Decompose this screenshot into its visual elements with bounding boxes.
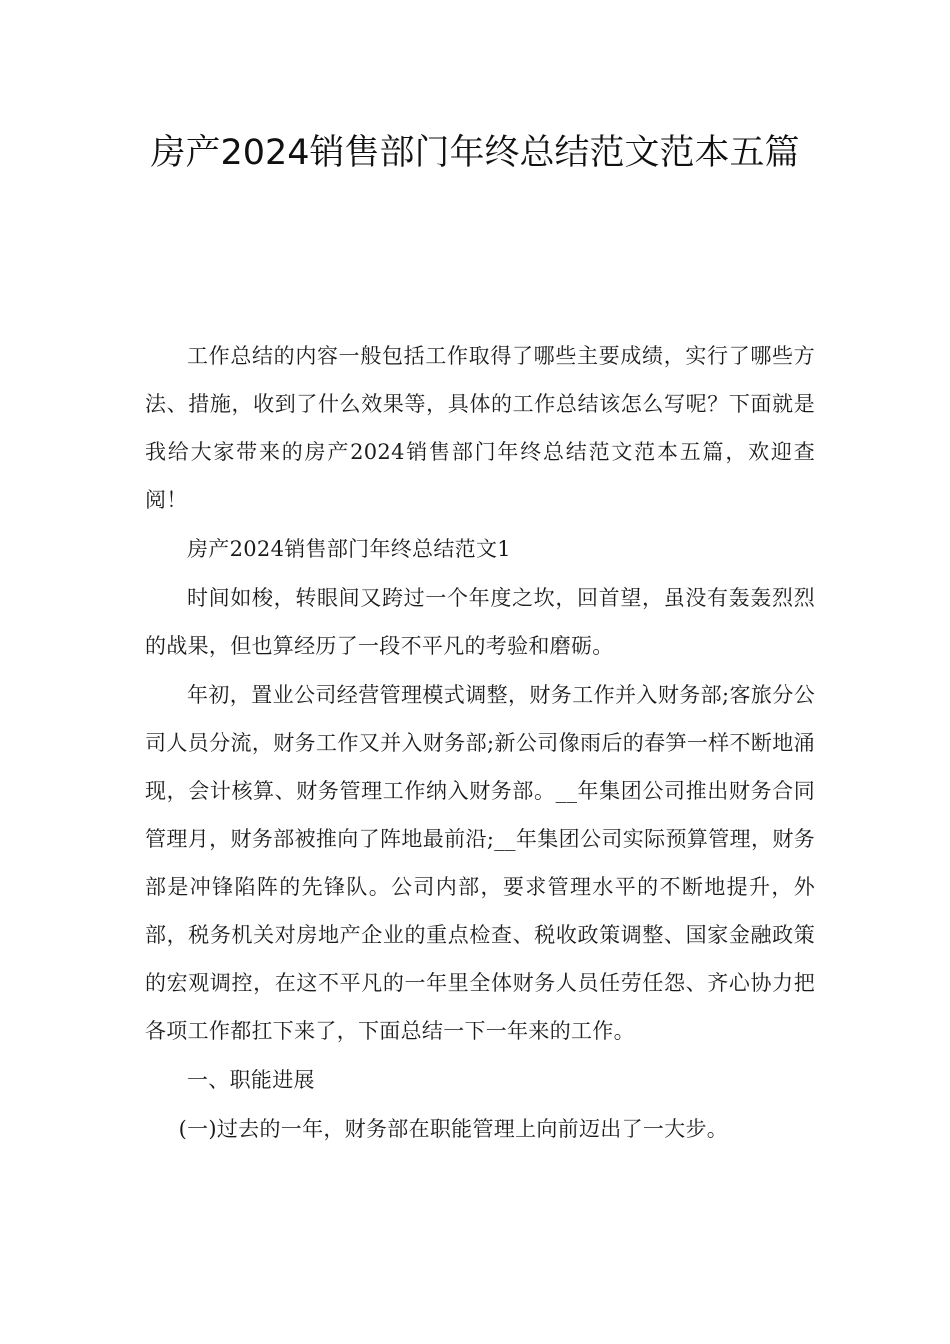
body-paragraph: 年初，置业公司经营管理模式调整，财务工作并入财务部;客旅分公司人员分流，财务工作又并入财务部;新公司像雨后的春笋一样不断地涌现，会计核算、财务管理工作纳入财务部。__年集团公司推出财务合同管理月，财务部被推向了阵地最前沿;__年集团公司实际预算管理，财务部是冲锋陷阵的先锋队。公司内部，要求管理水平的不断地提升，外部，税务机关对房地产企业的重点检查、税收政策调整、国家金融政策的宏观调控，在这不平凡的一年里全体财务人员任劳任怨、齐心协力把各项工作都扛下来了，下面总结一下一年来的工作。 [145, 683, 815, 1043]
body-paragraph: 时间如梭，转眼间又跨过一个年度之坎，回首望，虽没有轰轰烈烈的战果，但也算经历了一段不平凡的考验和磨砺。 [145, 586, 815, 658]
section-heading-essay-1: 房产2024销售部门年终总结范文1 [187, 537, 511, 561]
intro-paragraph: 工作总结的内容一般包括工作取得了哪些主要成绩，实行了哪些方法、措施，收到了什么效果等，具体的工作总结该怎么写呢？下面就是我给大家带来的房产2024销售部门年终总结范文范本五篇，欢迎查阅！ [145, 344, 815, 512]
document-body [145, 332, 815, 1153]
subsection-paragraph: (一)过去的一年，财务部在职能管理上向前迈出了一大步。 [178, 1117, 729, 1141]
section-heading-functions: 一、职能进展 [187, 1068, 315, 1092]
document-title: 房产2024销售部门年终总结范文范本五篇 [150, 133, 800, 173]
